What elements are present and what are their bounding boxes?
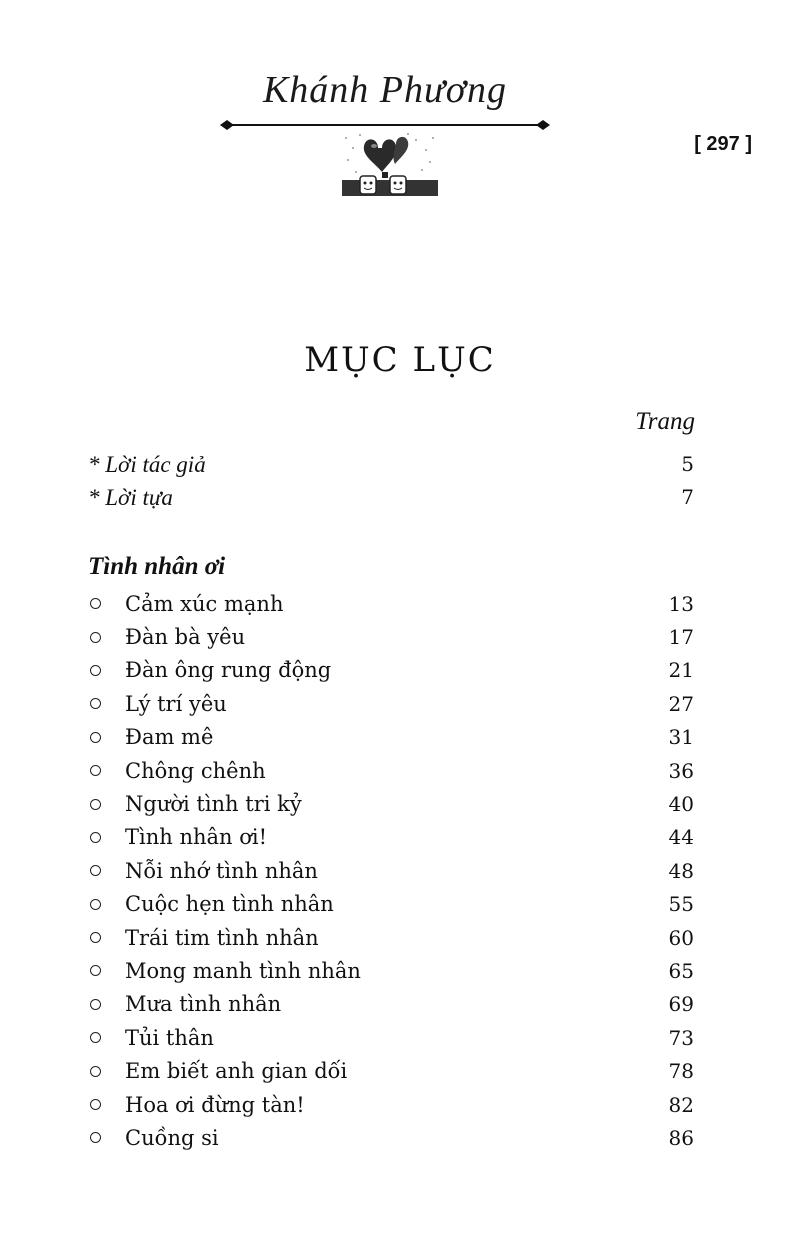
brand-title: Khánh Phương [262, 69, 508, 111]
toc-entry[interactable] [90, 1054, 694, 1087]
entry-page: 78 [668, 1059, 694, 1084]
entry-page: 5 [681, 452, 694, 476]
entry-label: Cuồng si [125, 1125, 219, 1150]
toc-entry[interactable] [90, 954, 694, 987]
entry-page: 73 [668, 1025, 694, 1050]
circle-bullet-icon [90, 598, 101, 609]
entry-label: Người tình tri kỷ [125, 792, 302, 817]
entry-page: 21 [668, 658, 694, 683]
toc-entry[interactable] [90, 821, 694, 854]
entry-label: Hoa ơi đừng tàn! [125, 1092, 305, 1117]
entry-page: 60 [668, 925, 694, 950]
page-number: [ 297 ] [694, 133, 752, 155]
toc-entry[interactable] [88, 448, 694, 481]
entry-label: Nỗi nhớ tình nhân [125, 858, 318, 883]
circle-bullet-icon [90, 1099, 101, 1110]
circle-bullet-icon [90, 1132, 101, 1143]
entry-label: Đàn bà yêu [125, 625, 246, 650]
entry-label: Cảm xúc mạnh [125, 591, 284, 616]
entry-label: Tình nhân ơi! [125, 825, 268, 850]
toc-entry[interactable] [90, 721, 694, 754]
circle-bullet-icon [90, 665, 101, 676]
entry-label: Chông chênh [125, 758, 266, 783]
toc-entry[interactable] [90, 1021, 694, 1054]
toc-entry[interactable] [90, 988, 694, 1021]
entry-page: 40 [668, 792, 694, 817]
entry-label: Mong manh tình nhân [125, 958, 361, 983]
circle-bullet-icon [90, 965, 101, 976]
entry-page: 65 [668, 958, 694, 983]
front-matter-list [88, 448, 694, 514]
circle-bullet-icon [90, 765, 101, 776]
entry-page: 55 [668, 892, 694, 917]
entry-page: 82 [668, 1092, 694, 1117]
toc-entry[interactable] [90, 587, 694, 620]
circle-bullet-icon [90, 1066, 101, 1077]
circle-bullet-icon [90, 899, 101, 910]
circle-bullet-icon [90, 732, 101, 743]
entry-label: Tủi thân [125, 1025, 214, 1050]
toc-entry[interactable] [90, 654, 694, 687]
entry-label: Em biết anh gian dối [125, 1059, 348, 1084]
entry-page: 86 [668, 1125, 694, 1150]
circle-bullet-icon [90, 832, 101, 843]
hearts-icon [338, 130, 443, 200]
entry-label: Mưa tình nhân [125, 992, 282, 1017]
toc-entry[interactable] [90, 854, 694, 887]
entry-page: 27 [668, 691, 694, 716]
toc-list [90, 587, 694, 1155]
toc-entry[interactable] [88, 481, 694, 514]
entry-page: 36 [668, 758, 694, 783]
circle-bullet-icon [90, 698, 101, 709]
entry-page: 7 [681, 485, 694, 509]
toc-entry[interactable] [90, 1088, 694, 1121]
toc-title: MỤC LỤC [304, 340, 496, 380]
entry-page: 13 [668, 591, 694, 616]
circle-bullet-icon [90, 932, 101, 943]
toc-entry[interactable] [90, 754, 694, 787]
entry-label: Đam mê [125, 725, 214, 750]
toc-entry[interactable] [90, 1121, 694, 1154]
entry-label: Trái tim tình nhân [125, 925, 319, 950]
toc-entry[interactable] [90, 687, 694, 720]
circle-bullet-icon [90, 1032, 101, 1043]
circle-bullet-icon [90, 799, 101, 810]
header-logo [220, 60, 550, 205]
toc-entry[interactable] [90, 888, 694, 921]
circle-bullet-icon [90, 865, 101, 876]
entry-page: 48 [668, 858, 694, 883]
entry-page: 17 [668, 625, 694, 650]
page-column-label: Trang [635, 408, 695, 435]
entry-page: 31 [668, 725, 694, 750]
toc-entry[interactable] [90, 921, 694, 954]
entry-label: Đàn ông rung động [125, 658, 332, 683]
section-title: Tình nhân ơi [88, 553, 226, 580]
circle-bullet-icon [90, 632, 101, 643]
circle-bullet-icon [90, 999, 101, 1010]
entry-page: 44 [668, 825, 694, 850]
toc-entry[interactable] [90, 620, 694, 653]
entry-label: Cuộc hẹn tình nhân [125, 892, 334, 917]
entry-label: * Lời tựa [88, 485, 173, 510]
entry-label: Lý trí yêu [125, 691, 227, 716]
toc-entry[interactable] [90, 787, 694, 820]
entry-page: 69 [668, 992, 694, 1017]
entry-label: * Lời tác giả [88, 452, 206, 477]
